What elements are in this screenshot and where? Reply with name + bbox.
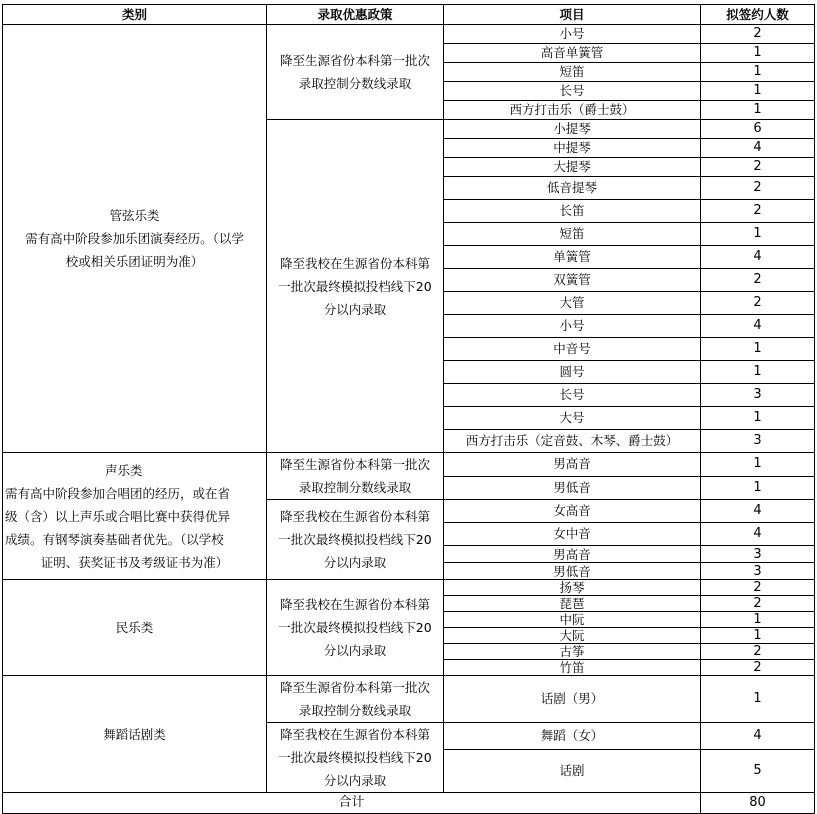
count-cell: 4 [701,246,815,269]
count-cell: 5 [701,750,815,793]
category-folk [3,580,267,676]
item-cell: 长笛 [444,200,701,223]
total-label: 合计 [3,793,701,814]
policy-line: 降至生源省份本科第一批次 [279,457,430,472]
category-note: 需有高中阶段参加乐团演奏经历。（以学 [25,231,244,246]
item-cell: 中提琴 [444,139,701,158]
item-cell: 大号 [444,407,701,430]
policy-line: 分以内录取 [323,643,387,658]
count-cell: 2 [701,644,815,660]
category-note: 需有高中阶段参加合唱团的经历，或在省 [5,485,231,501]
category-note: 校或相关乐团证明为准） [65,254,204,269]
header-category: 类别 [3,5,267,25]
count-cell: 4 [701,315,815,338]
category-note: 证明、获奖证书及考级证书为准） [40,554,229,570]
admission-quota-table [2,4,815,814]
item-cell: 西方打击乐（爵士鼓） [444,101,701,120]
policy-first-batch [267,676,444,723]
policy-line: 录取控制分数线录取 [298,76,412,91]
item-cell: 舞蹈（女） [444,723,701,750]
table-row [3,676,815,723]
item-cell: 竹笛 [444,660,701,676]
header-policy: 录取优惠政策 [267,5,444,25]
category-note: 级（含）以上声乐或合唱比赛中获得优异 [5,508,231,524]
policy-within-20 [267,120,444,453]
category-orchestra [3,25,267,453]
policy-first-batch [267,453,444,500]
policy-line: 分以内录取 [323,773,387,788]
item-cell: 中音号 [444,338,701,361]
policy-line: 一批次最终模拟投档线下20 [278,532,432,547]
policy-within-20 [267,723,444,793]
policy-within-20 [267,500,444,580]
policy-line: 降至我校在生源省份本科第 [279,509,430,524]
category-title: 舞蹈话剧类 [103,726,166,742]
count-cell: 1 [701,361,815,384]
count-cell: 1 [701,453,815,477]
item-cell: 扬琴 [444,580,701,596]
policy-line: 降至我校在生源省份本科第 [279,597,430,612]
count-cell: 1 [701,44,815,63]
count-cell: 1 [701,407,815,430]
count-cell: 2 [701,660,815,676]
table-row [3,453,815,477]
header-row [3,5,815,25]
policy-line: 降至我校在生源省份本科第 [279,727,430,742]
policy-line: 一批次最终模拟投档线下20 [278,750,432,765]
policy-line: 分以内录取 [323,301,387,317]
total-row [3,793,815,814]
count-cell: 3 [701,563,815,580]
item-cell: 中阮 [444,612,701,628]
category-dance [3,676,267,793]
count-cell: 1 [701,101,815,120]
item-cell: 长号 [444,82,701,101]
category-title: 声乐类 [105,462,143,478]
item-cell: 女高音 [444,500,701,523]
item-cell: 小号 [444,315,701,338]
item-cell: 西方打击乐（定音鼓、木琴、爵士鼓） [444,430,701,453]
count-cell: 4 [701,500,815,523]
count-cell: 2 [701,580,815,596]
count-cell: 4 [701,139,815,158]
item-cell: 古筝 [444,644,701,660]
category-title: 管弦乐类 [109,208,160,223]
count-cell: 1 [701,612,815,628]
policy-line: 降至生源省份本科第一批次 [279,53,430,68]
item-cell: 大提琴 [444,158,701,177]
count-cell: 1 [701,628,815,644]
item-cell: 女中音 [444,523,701,546]
policy-line: 录取控制分数线录取 [298,703,412,718]
item-cell: 话剧 [444,750,701,793]
count-cell: 1 [701,63,815,82]
count-cell: 1 [701,476,815,500]
total-count: 80 [701,793,815,814]
item-cell: 短笛 [444,223,701,246]
item-cell: 大管 [444,292,701,315]
count-cell: 3 [701,384,815,407]
item-cell: 大阮 [444,628,701,644]
count-cell: 2 [701,596,815,612]
item-cell: 高音单簧管 [444,44,701,63]
policy-line: 一批次最终模拟投档线下20 [278,620,432,635]
item-cell: 双簧管 [444,269,701,292]
count-cell: 3 [701,430,815,453]
policy-line: 分以内录取 [323,555,387,570]
count-cell: 4 [701,723,815,750]
item-cell: 单簧管 [444,246,701,269]
header-item: 项目 [444,5,701,25]
item-cell: 长号 [444,384,701,407]
count-cell: 2 [701,292,815,315]
item-cell: 琵琶 [444,596,701,612]
policy-line: 降至我校在生源省份本科第 [279,255,430,271]
count-cell: 1 [701,82,815,101]
category-title: 民乐类 [115,620,154,635]
count-cell: 2 [701,158,815,177]
header-count: 拟签约人数 [701,5,815,25]
item-cell: 短笛 [444,63,701,82]
count-cell: 1 [701,676,815,723]
count-cell: 3 [701,546,815,563]
count-cell: 6 [701,120,815,139]
policy-line: 录取控制分数线录取 [298,480,412,495]
item-cell: 小号 [444,25,701,44]
item-cell: 话剧（男） [444,676,701,723]
count-cell: 2 [701,177,815,200]
policy-within-20 [267,580,444,676]
item-cell: 小提琴 [444,120,701,139]
count-cell: 1 [701,223,815,246]
count-cell: 2 [701,25,815,44]
item-cell: 男低音 [444,563,701,580]
table-row [3,580,815,596]
count-cell: 2 [701,200,815,223]
category-vocal [3,453,267,580]
category-note: 成绩。有钢琴演奏基础者优先。（以学校 [5,531,224,547]
item-cell: 低音提琴 [444,177,701,200]
count-cell: 1 [701,338,815,361]
count-cell: 2 [701,269,815,292]
item-cell: 男低音 [444,476,701,500]
policy-line: 降至生源省份本科第一批次 [279,680,430,695]
policy-first-batch [267,25,444,120]
item-cell: 男高音 [444,453,701,477]
count-cell: 4 [701,523,815,546]
table-row [3,25,815,44]
item-cell: 男高音 [444,546,701,563]
item-cell: 圆号 [444,361,701,384]
policy-line: 一批次最终模拟投档线下20 [278,278,432,294]
